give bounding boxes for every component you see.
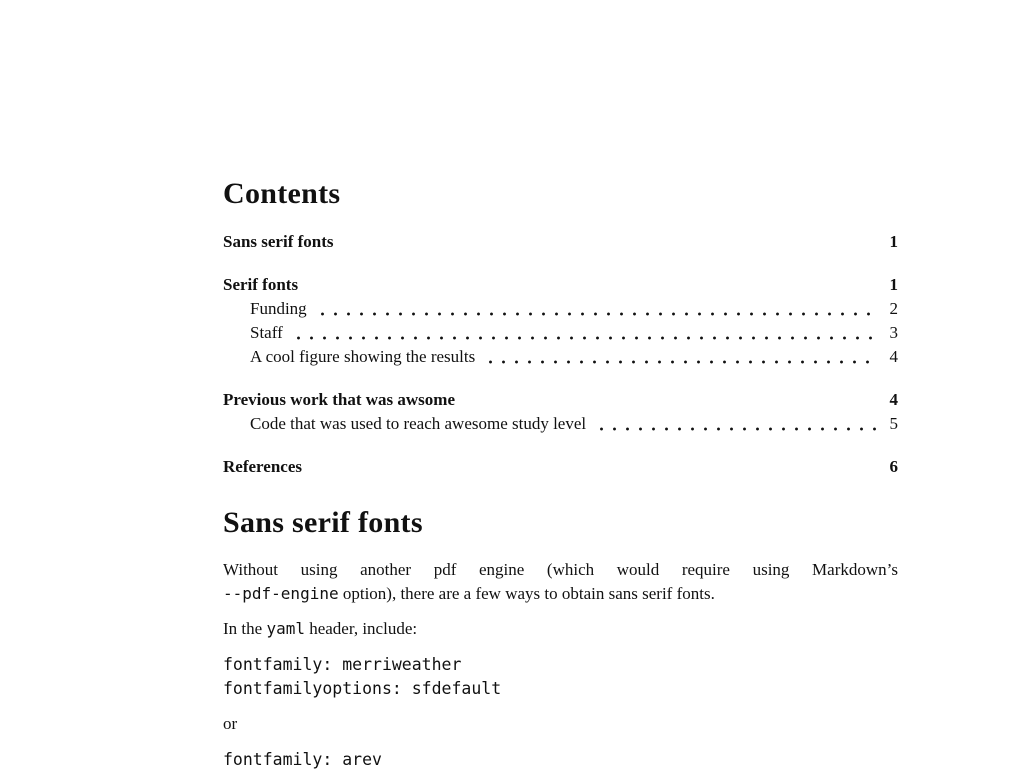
toc-entry-sans-serif-fonts[interactable] (223, 230, 898, 254)
toc-entry-label: Serif fonts (223, 275, 299, 294)
toc-entry-page: 3 (889, 323, 898, 342)
toc-leader-dots (343, 230, 876, 254)
toc-entry-label: Sans serif fonts (223, 232, 334, 251)
toc-entry-label: References (223, 457, 302, 476)
toc-entry-page: 4 (889, 347, 898, 366)
toc-entry-references[interactable] (223, 455, 898, 479)
toc-entry-label: Staff (250, 323, 283, 342)
toc-entry-previous-work[interactable] (223, 388, 898, 412)
toc-entry-page: 4 (889, 390, 898, 409)
toc-entry-label: Code that was used to reach awesome study level (250, 414, 587, 433)
toc-leader-dots (484, 345, 876, 369)
toc-entry-page: 1 (889, 275, 898, 294)
toc-leader-dots (316, 297, 876, 321)
toc-entry-serif-fonts[interactable] (223, 273, 898, 297)
toc-entry-label: Funding (250, 299, 307, 318)
page-content (223, 0, 898, 772)
toc-entry-label: Previous work that was awsome (223, 390, 456, 409)
paragraph-line (223, 582, 898, 606)
toc-leader-dots (464, 388, 876, 412)
paragraph-line: Without using another pdf engine (which would require using Markdown’s (223, 560, 898, 579)
paragraph-yaml-header (223, 617, 898, 641)
code-line: fontfamilyoptions: sfdefault (223, 679, 502, 698)
paragraph-intro (223, 558, 898, 606)
code-block-arev (223, 748, 898, 772)
toc-entry-funding[interactable] (223, 297, 898, 321)
code-line: fontfamily: merriweather (223, 655, 462, 674)
toc-entry-cool-figure[interactable] (223, 345, 898, 369)
table-of-contents (223, 230, 898, 479)
paragraph-text: header, include: (304, 619, 418, 638)
section-heading: Sans serif fonts (223, 506, 423, 539)
paragraph-text: option), there are a few ways to obtain sans serif fonts. (338, 584, 715, 603)
toc-leader-dots (311, 455, 876, 479)
inline-code-yaml: yaml (266, 619, 305, 638)
paragraph-or: or (223, 714, 238, 733)
code-line: fontfamily: arev (223, 750, 382, 769)
toc-entry-label: A cool figure showing the results (250, 347, 476, 366)
toc-leader-dots (307, 273, 876, 297)
toc-title: Contents (223, 177, 341, 210)
toc-entry-page: 2 (889, 299, 898, 318)
paragraph-text: In the (223, 619, 267, 638)
toc-entry-page: 5 (889, 414, 898, 433)
toc-entry-page: 6 (889, 457, 898, 476)
toc-leader-dots (292, 321, 876, 345)
toc-leader-dots (595, 412, 876, 436)
code-block-merriweather (223, 653, 898, 701)
inline-code-pdf-engine: --pdf-engine (223, 584, 339, 603)
toc-entry-code-used[interactable] (223, 412, 898, 436)
toc-entry-page: 1 (889, 232, 898, 251)
toc-entry-staff[interactable] (223, 321, 898, 345)
